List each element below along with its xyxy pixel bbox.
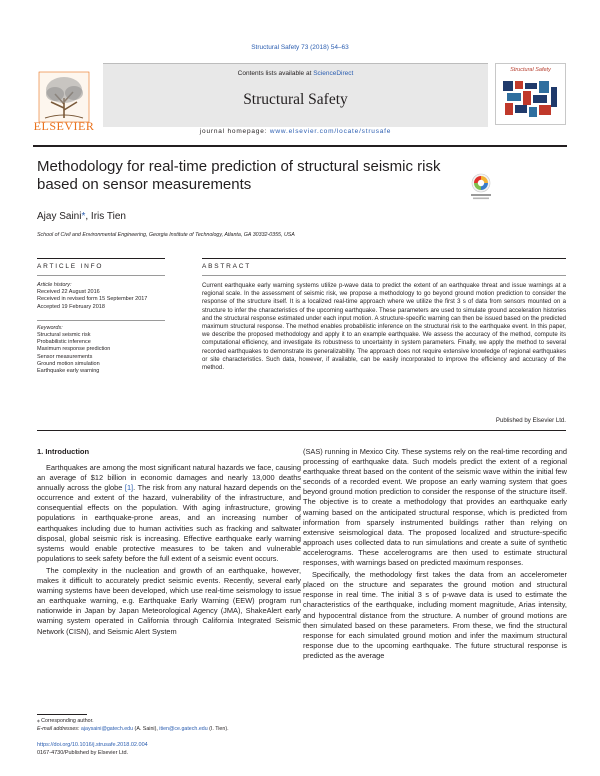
masthead-divider [33,145,567,147]
email-label: E-mail addresses: [37,725,80,732]
author-name: Ajay Saini [37,211,82,222]
email-link[interactable]: itien@ce.gatech.edu [159,725,208,732]
corresponding-author-note: ⁎ Corresponding author. [37,718,94,724]
doi-block [37,742,148,757]
journal-cover-thumbnail[interactable] [495,63,566,125]
abstract-text: Current earthquake early warning systems utilize p-wave data to predict the extent of an earthquake threat and issue warnings at a regional scale. In the assessment of seismic risk, we propose a methodology to go beyond ground motion prediction to consider the response of the structure itself. It is a localized real-time approach where we utilize the first 3 s of data from sensors mounted on a structure to infer the characteristics of the upcoming earthquake. These parameters are used to simulate ground acceleration histories and the structural response estimated under each input motion. A structure-specific warning can then be issued based on the predicted maximum structural response. The method enables probabilistic inference on the structural risk to the earthquake event. In this paper, we describe the proposed methodology and apply it to an example earthquake. We assess the accuracy of the method, compute its computational efficiency, and investigate its robustness to uncertainty in system parameters. Finally, we apply the method to several recorded earthquakes to demonstrate its generalizability. The approach does not require extensive knowledge of regional earthquakes or site characteristics. Such data, however, if available, can be easily incorporated to improve the efficiency and accuracy of the method. [202,282,566,372]
elsevier-wordmark: ELSEVIER [33,119,95,133]
article-title: Methodology for real-time prediction of structural seismic risk based on sensor measurements [37,158,441,193]
keywords-rule [37,320,165,321]
keywords-label: Keywords: [37,324,63,331]
revised-date: Received in revised form 15 September 2017 [37,296,148,303]
article-info-column [37,282,165,375]
keyword-item: Probabilistic inference [37,339,91,346]
affiliation: School of Civil and Environmental Engineering, Georgia Institute of Technology, Atlanta, GA 30332-0355, USA [37,232,295,238]
contents-prefix: Contents lists available at [237,70,312,77]
history-label: Article history: [37,282,72,288]
author-list [37,211,126,222]
abstract-top-rule [202,258,566,259]
section-heading-introduction: 1. Introduction [37,447,90,456]
paragraph: (SAS) running in Mexico City. These systems rely on the real-time recording and processing of earthquake data. Such models predict the extent of a regional earthquake threat based on the content of the seismic wave within the initial few seconds of a recorded event. We propose an early warning system that goes beyond ground motion prediction to consider the response of the structure itself. The objective is to create a methodology that provides an earthquake early warning based on the anticipated structural response, which is predicted from information from sparsely instrumented buildings rather than relying on extensive seismological data. The proposed localized and structure-specific approach uses collected data to run simulations and create a suite of synthetic accelerograms. These accelerograms are then used to estimate structural responses, with warnings based on predicted maximum responses. [303,447,567,568]
journal-masthead [33,57,567,137]
paragraph: Specifically, the methodology first takes the data from an accelerometer placed on the structure and separates the ground motion and structural response in real time. The initial 3 s of p-wave data is used to estimate the characteristics of the earthquake, including moment magnitude, Arias intensity, and hypocentral distance from the structure. A number of ground motions are then simulated based on these parameters. From these, we find the structural response for each simulated ground motion and infer the maximum structural response due to the upcoming earthquake. The future structural response is predicted as the average [303,570,567,660]
abstract-publisher: Published by Elsevier Ltd. [495,417,566,424]
journal-info-box [103,63,488,127]
accepted-date: Accepted 19 February 2018 [37,303,105,310]
keyword-item: Earthquake early warning [37,368,100,375]
journal-title: Structural Safety [243,91,348,108]
email-owner: (I. Tien). [207,725,229,732]
author-name-rest: , Iris Tien [85,211,126,222]
article-info-top-rule [37,258,165,259]
paragraph-text: Earthquakes are among the most significant natural hazards we face, causing an average of $12 billion in economic damages and nearly 13,000 deaths annually across the globe [37,463,301,493]
paragraph-text: . The risk from any natural hazard depends on the occurrence and extent of the hazard, vulnerability of the infrastructure, and consequential effects on the population. With aging infrastructure, growing populations in earthquake-prone areas, and an increasing number of earthquakes including due to human activities such as fracking and saltwater disposal, global seismic risk is increasing. Effective earthquake early warning systems would enable protective measures to be taken and vulnerable populations to seek safety before the full extent of a seismic event occurs. [37,483,302,563]
article-info-heading: ARTICLE INFO [37,263,104,270]
footnotes [37,718,301,733]
cover-pattern-icon [497,77,566,125]
journal-reference[interactable]: Structural Safety 73 (2018) 54–63 [251,44,349,51]
contents-line [103,70,488,77]
body-right-column [303,447,567,663]
abstract-heading-rule [202,275,566,276]
homepage-link[interactable]: www.elsevier.com/locate/strusafe [269,128,392,135]
doi-link[interactable]: https://doi.org/10.1016/j.strusafe.2018.02.004 [37,742,148,748]
email-owner: (A. Saini), [133,725,160,732]
abstract-bottom-rule [37,430,566,431]
keyword-item: Maximum response prediction [37,346,111,353]
corresponding-author-mark[interactable]: * [81,211,86,222]
keyword-item: Ground motion simulation [37,360,100,367]
issn-line: 0167-4730/Published by Elsevier Ltd. [37,749,129,756]
email-addresses [37,726,301,734]
journal-homepage-line [103,128,488,135]
keyword-item: Sensor measurements [37,353,93,360]
email-link[interactable]: ajaysaini@gatech.edu [80,725,134,732]
check-for-updates-icon[interactable] [468,172,494,202]
keyword-item: Structural seismic risk [37,332,91,339]
sciencedirect-link[interactable]: ScienceDirect [313,70,354,77]
cover-title: Structural Safety [510,67,551,73]
paragraph: The complexity in the nucleation and growth of an earthquake, however, makes it difficult to accurately predict seismic events. Recently, several early warning systems have been developed, which use real-time seismology to issue an earthquake warning, e.g. Earthquake Early Warning (EEW) program run nationwide in Japan by Japan Meteorological Agency (JMA), ShakeAlert early warning system operated in California through California Integrated Seismic Network (CISN), and Seismic Alert System [37,565,301,636]
article-info-heading-rule [37,275,165,276]
paragraph [37,463,301,564]
homepage-prefix: journal homepage: [199,128,268,135]
citation-link[interactable]: [1] [124,483,134,493]
received-date: Received 22 August 2016 [37,289,100,296]
footnote-divider [37,714,87,715]
abstract-heading: ABSTRACT [202,263,252,270]
body-left-column [37,463,301,639]
